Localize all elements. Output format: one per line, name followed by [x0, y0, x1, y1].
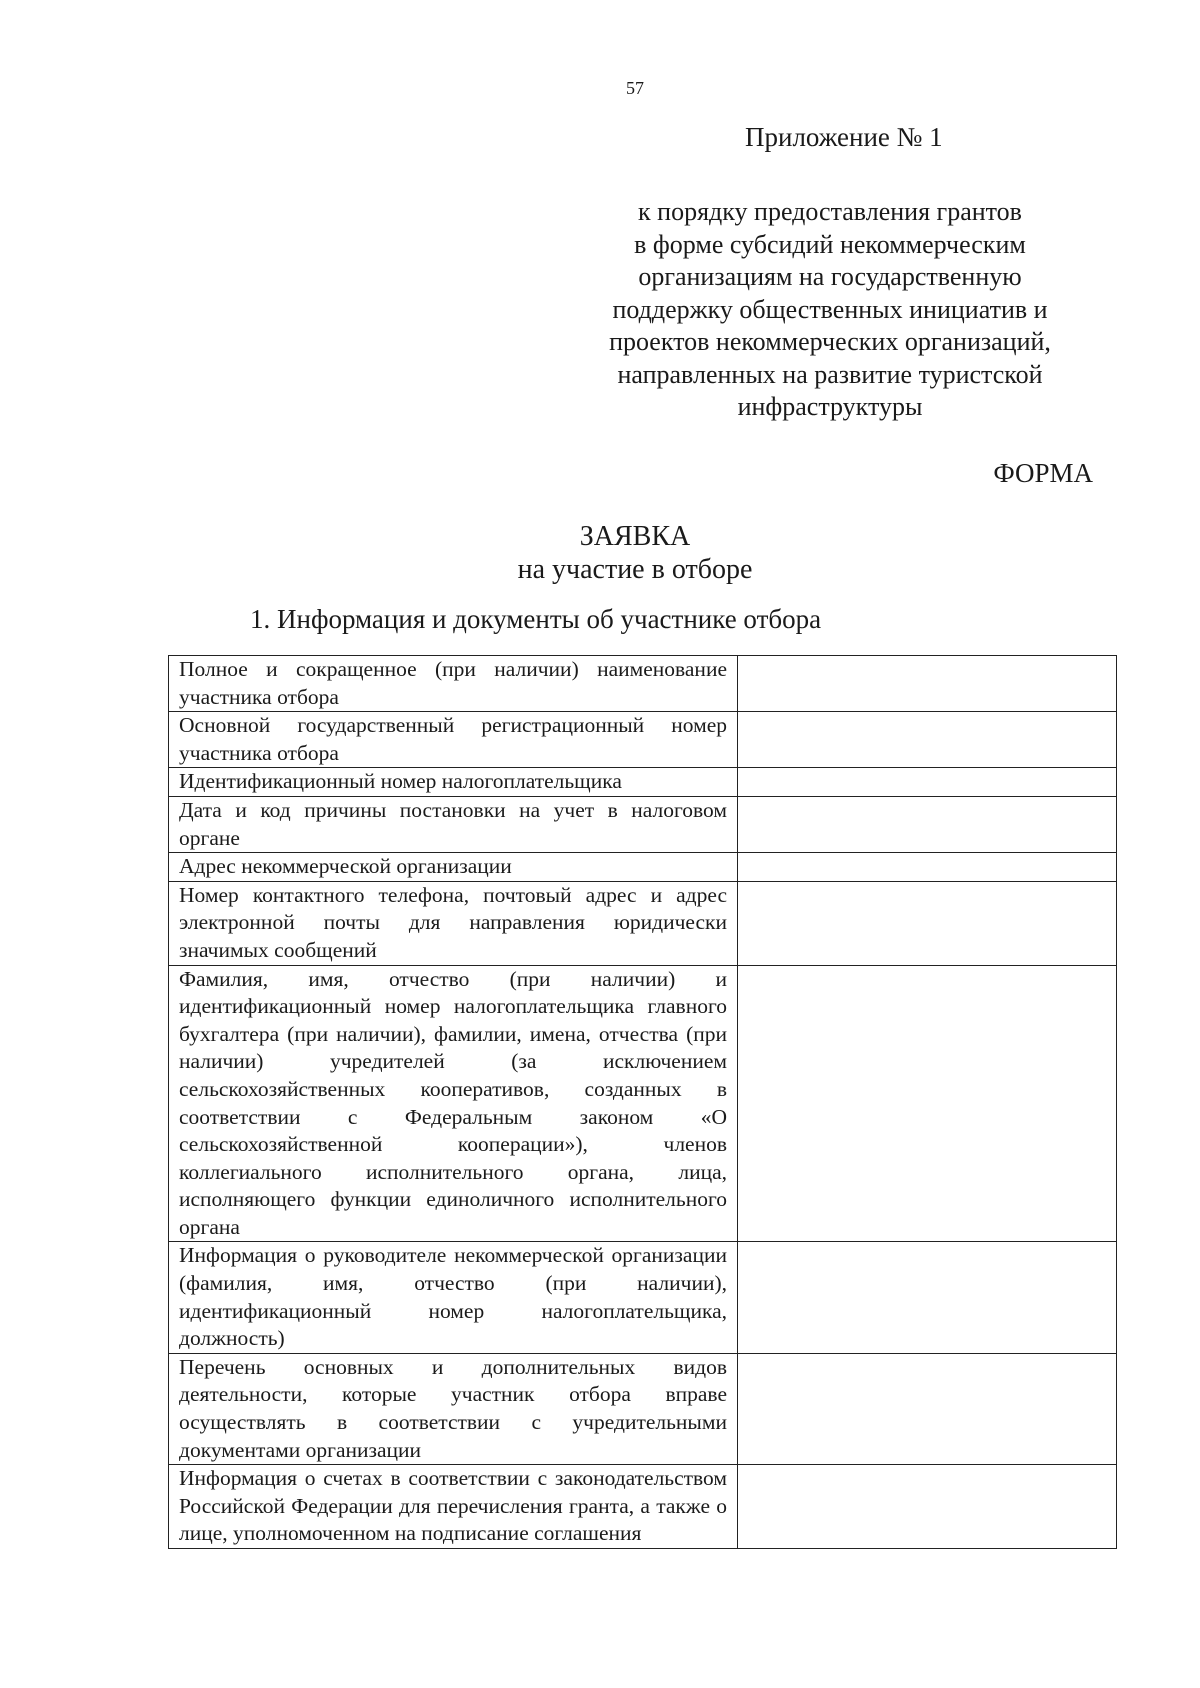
- row-label: Основной государственный регистрационный номер участника отбора: [169, 712, 738, 768]
- appendix-subtitle-line: направленных на развитие туристской: [617, 359, 1043, 389]
- table-row: [169, 1242, 1117, 1353]
- appendix-subtitle: [560, 196, 1100, 424]
- table-row: [169, 1465, 1117, 1549]
- table-row: [169, 1353, 1117, 1464]
- appendix-subtitle-line: проектов некоммерческих организаций,: [609, 327, 1051, 356]
- appendix-subtitle-line: организациям на государственную: [638, 262, 1022, 291]
- appendix-subtitle-line: поддержку общественных инициатив и: [612, 294, 1048, 324]
- row-value-field[interactable]: [738, 1465, 1117, 1549]
- table-row: [169, 768, 1117, 797]
- appendix-title: Приложение № 1: [745, 122, 943, 152]
- page-number: 57: [626, 78, 644, 98]
- row-value-field[interactable]: [738, 768, 1117, 797]
- document-subtitle: на участие в отборе: [517, 554, 753, 585]
- row-value-field[interactable]: [738, 1353, 1117, 1464]
- section-heading: 1. Информация и документы об участнике отбора: [250, 604, 822, 634]
- participant-info-table: [168, 655, 1117, 1549]
- row-label: Перечень основных и дополнительных видов деятельности, которые участник отбора вправе осуществлять в соответствии с учредительными документами организации: [169, 1353, 738, 1464]
- form-label: ФОРМА: [993, 458, 1093, 488]
- row-label: Полное и сокращенное (при наличии) наименование участника отбора: [169, 656, 738, 712]
- row-value-field[interactable]: [738, 881, 1117, 965]
- row-label: Адрес некоммерческой организации: [169, 853, 738, 882]
- row-label: Номер контактного телефона, почтовый адрес и адрес электронной почты для направления юридически значимых сообщений: [169, 881, 738, 965]
- table-row: [169, 656, 1117, 712]
- row-value-field[interactable]: [738, 796, 1117, 852]
- row-value-field[interactable]: [738, 712, 1117, 768]
- row-label: Фамилия, имя, отчество (при наличии) и идентификационный номер налогоплательщика главного бухгалтера (при наличии), фамилии, имена, отчества (при наличии) учредителей (за исключением сельскохозяйственных кооперативов, созданных в соответствии с Федеральным законом «О сельскохозяйственной кооперации»), членов коллегиального исполнительного органа, лица, исполняющего функции единоличного исполнительного органа: [169, 965, 738, 1242]
- table-row: [169, 796, 1117, 852]
- appendix-subtitle-line: в форме субсидий некоммерческим: [634, 229, 1026, 259]
- table-row: [169, 712, 1117, 768]
- row-label: Информация о руководителе некоммерческой организации (фамилия, имя, отчество (при наличии), идентификационный номер налогоплательщика, должность): [169, 1242, 738, 1353]
- table-row: [169, 853, 1117, 882]
- appendix-subtitle-line: инфраструктуры: [737, 392, 923, 421]
- row-value-field[interactable]: [738, 853, 1117, 882]
- document-title: ЗАЯВКА: [579, 521, 691, 552]
- row-label: Дата и код причины постановки на учет в налоговом органе: [169, 796, 738, 852]
- row-value-field[interactable]: [738, 1242, 1117, 1353]
- appendix-subtitle-line: к порядку предоставления грантов: [638, 197, 1022, 226]
- table-row: [169, 881, 1117, 965]
- row-value-field[interactable]: [738, 965, 1117, 1242]
- document-title-block: [0, 520, 1200, 586]
- table-row: [169, 965, 1117, 1242]
- row-value-field[interactable]: [738, 656, 1117, 712]
- row-label: Информация о счетах в соответствии с законодательством Российской Федерации для перечисления гранта, а также о лице, уполномоченном на подписание соглашения: [169, 1465, 738, 1549]
- row-label: Идентификационный номер налогоплательщика: [169, 768, 738, 797]
